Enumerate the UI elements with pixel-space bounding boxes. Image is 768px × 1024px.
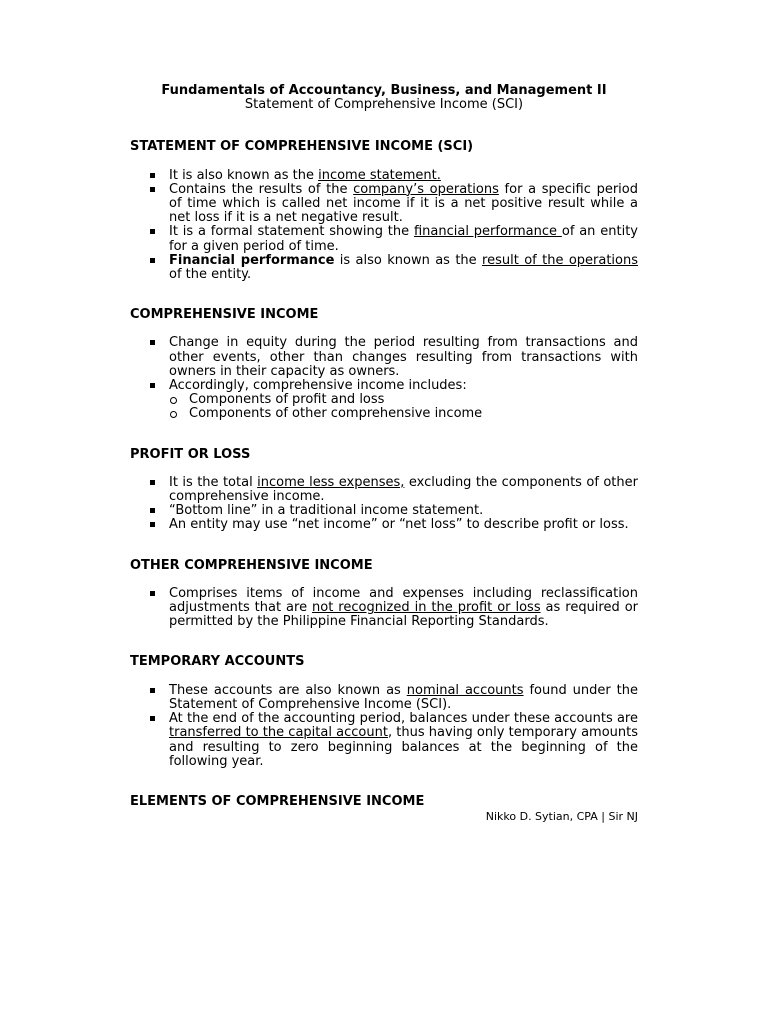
bullet-item <box>130 587 638 630</box>
text-run: It is a formal statement showing the <box>169 224 414 240</box>
bullet-list-ci <box>130 336 638 421</box>
text-run: It is the total <box>169 474 258 490</box>
text-run: as required or permitted by the Philippine Financial Reporting Standards. <box>169 600 638 630</box>
text-run: It is also known as the <box>169 167 319 183</box>
bullet-item <box>130 225 638 253</box>
underlined-term: income statement. <box>318 167 441 183</box>
section-sci <box>130 140 638 282</box>
section-heading-oci: OTHER COMPREHENSIVE INCOME <box>130 557 373 573</box>
footer-author: Nikko D. Sytian, CPA | Sir NJ <box>485 810 638 823</box>
section-heading-eci: ELEMENTS OF COMPREHENSIVE INCOME <box>130 793 425 809</box>
text-run: for a specific period of time which is called net income if it is a net positive result while a net loss if it is a net negative result. <box>169 181 638 226</box>
bullet-item <box>130 169 638 183</box>
document-title: Fundamentals of Accountancy, Business, and Management II <box>161 83 607 98</box>
document-subtitle: Statement of Comprehensive Income (SCI) <box>244 97 524 113</box>
text-run: Accordingly, comprehensive income includes: <box>169 378 467 394</box>
bullet-item <box>130 183 638 226</box>
section-heading-pl: PROFIT OR LOSS <box>130 446 251 462</box>
bullet-list-sci <box>130 169 638 283</box>
underlined-term: not recognized in the profit or loss <box>312 600 541 616</box>
section-elements <box>130 795 638 809</box>
bullet-item: An entity may use “net income” or “net loss” to describe profit or loss. <box>130 518 638 532</box>
text-run: of an entity for a given period of time. <box>169 224 638 254</box>
bullet-item <box>130 254 638 282</box>
section-heading-sci: STATEMENT OF COMPREHENSIVE INCOME (SCI) <box>130 139 474 155</box>
text-run: These accounts are also known as <box>169 682 407 698</box>
text-run: , thus having only temporary amounts and resulting to zero beginning balances at the beginning of the following year. <box>169 725 639 769</box>
underlined-term: transferred to the capital account <box>169 725 388 741</box>
bullet-item <box>130 712 638 769</box>
underlined-term: result of the operations <box>482 252 639 268</box>
text-run: Comprises items of income and expenses including reclassification adjustments that are <box>169 585 638 616</box>
bullet-item: “Bottom line” in a traditional income statement. <box>130 504 638 518</box>
text-run: of the entity. <box>169 267 252 283</box>
text-run: excluding the components of other comprehensive income. <box>169 474 638 505</box>
bullet-list-ta <box>130 684 638 769</box>
bold-term: Financial performance <box>169 252 335 268</box>
bullet-item <box>130 379 638 422</box>
bullet-list-oci <box>130 587 638 630</box>
text-run: At the end of the accounting period, balances under these accounts are <box>169 711 638 727</box>
text-run: is also known as the <box>334 252 483 268</box>
section-comprehensive-income <box>130 308 638 421</box>
bullet-item: Change in equity during the period resulting from transactions and other events, other than changes resulting from transactions with owners in their capacity as owners. <box>130 336 638 379</box>
section-temporary-accounts <box>130 655 638 768</box>
underlined-term: nominal accounts <box>406 682 524 698</box>
sub-item: Components of other comprehensive income <box>169 407 638 421</box>
bullet-item <box>130 476 638 504</box>
underlined-term: income less expenses, <box>257 474 405 490</box>
section-profit-or-loss <box>130 448 638 533</box>
section-other-comprehensive-income <box>130 559 638 630</box>
underlined-term: financial performance <box>413 224 562 240</box>
section-heading-ci: COMPREHENSIVE INCOME <box>130 307 319 323</box>
bullet-item <box>130 684 638 712</box>
text-run: Contains the results of the <box>169 181 354 197</box>
underlined-term: company’s operations <box>353 181 499 197</box>
sub-list <box>169 393 638 421</box>
sub-item: Components of profit and loss <box>169 393 638 407</box>
bullet-list-pl <box>130 476 638 533</box>
page-content <box>130 84 638 823</box>
text-run: found under the Statement of Comprehensive Income (SCI). <box>169 682 638 712</box>
section-heading-ta: TEMPORARY ACCOUNTS <box>130 654 305 670</box>
